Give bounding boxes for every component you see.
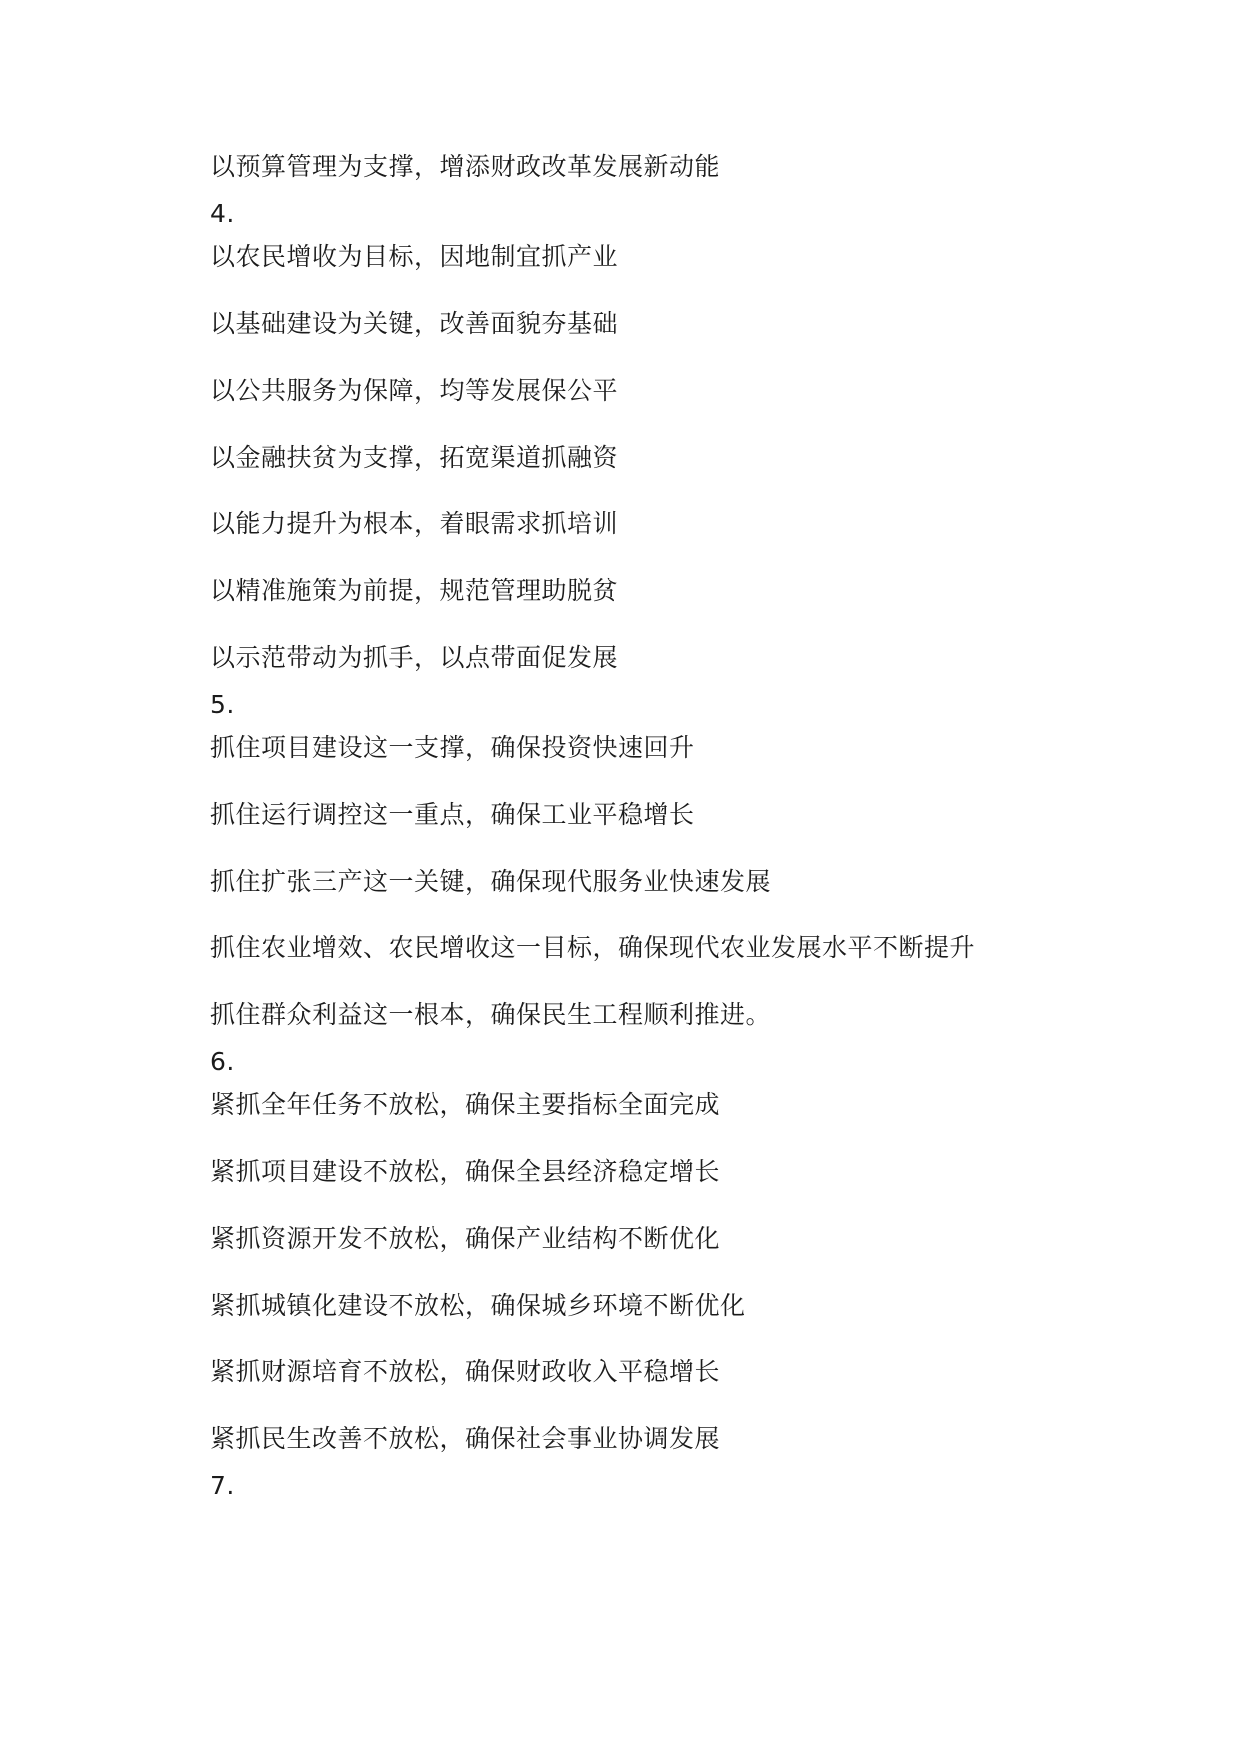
document-paragraph: 紧抓项目建设不放松，确保全县经济稳定增长: [210, 1157, 721, 1186]
list-number: 5.: [210, 689, 235, 719]
document-paragraph: 抓住运行调控这一重点，确保工业平稳增长: [210, 799, 695, 829]
document-paragraph: 抓住农业增效、农民增收这一目标，确保现代农业发展水平不断提升: [210, 933, 976, 963]
list-number: 7.: [210, 1470, 235, 1500]
document-paragraph: 紧抓资源开发不放松，确保产业结构不断优化: [210, 1223, 721, 1253]
document-paragraph: 以预算管理为支撑，增添财政改革发展新动能: [210, 152, 721, 181]
document-paragraph: 以示范带动为抓手，以点带面促发展: [210, 642, 619, 672]
document-paragraph: 以能力提升为根本，着眼需求抓培训: [210, 509, 619, 539]
document-paragraph: 紧抓城镇化建设不放松，确保城乡环境不断优化: [210, 1290, 746, 1320]
document-paragraph: 以公共服务为保障，均等发展保公平: [210, 375, 619, 405]
document-paragraph: 紧抓民生改善不放松，确保社会事业协调发展: [210, 1424, 721, 1453]
document-paragraph: 以金融扶贫为支撑，拓宽渠道抓融资: [210, 442, 619, 472]
document-paragraph: 抓住扩张三产这一关键，确保现代服务业快速发展: [210, 866, 772, 896]
document-paragraph: 抓住群众利益这一根本，确保民生工程顺利推进。: [210, 1000, 772, 1029]
list-number: 4.: [210, 198, 235, 228]
document-paragraph: 以基础建设为关键，改善面貌夯基础: [210, 309, 619, 338]
document-body: [210, 150, 1040, 1502]
document-paragraph: 以精准施策为前提，规范管理助脱贫: [210, 576, 619, 605]
document-paragraph: 紧抓财源培育不放松，确保财政收入平稳增长: [210, 1357, 721, 1387]
document-paragraph: 紧抓全年任务不放松，确保主要指标全面完成: [210, 1090, 721, 1120]
document-paragraph: 以农民增收为目标，因地制宜抓产业: [210, 242, 619, 272]
list-number: 6.: [210, 1046, 235, 1076]
document-paragraph: 抓住项目建设这一支撑，确保投资快速回升: [210, 733, 695, 762]
